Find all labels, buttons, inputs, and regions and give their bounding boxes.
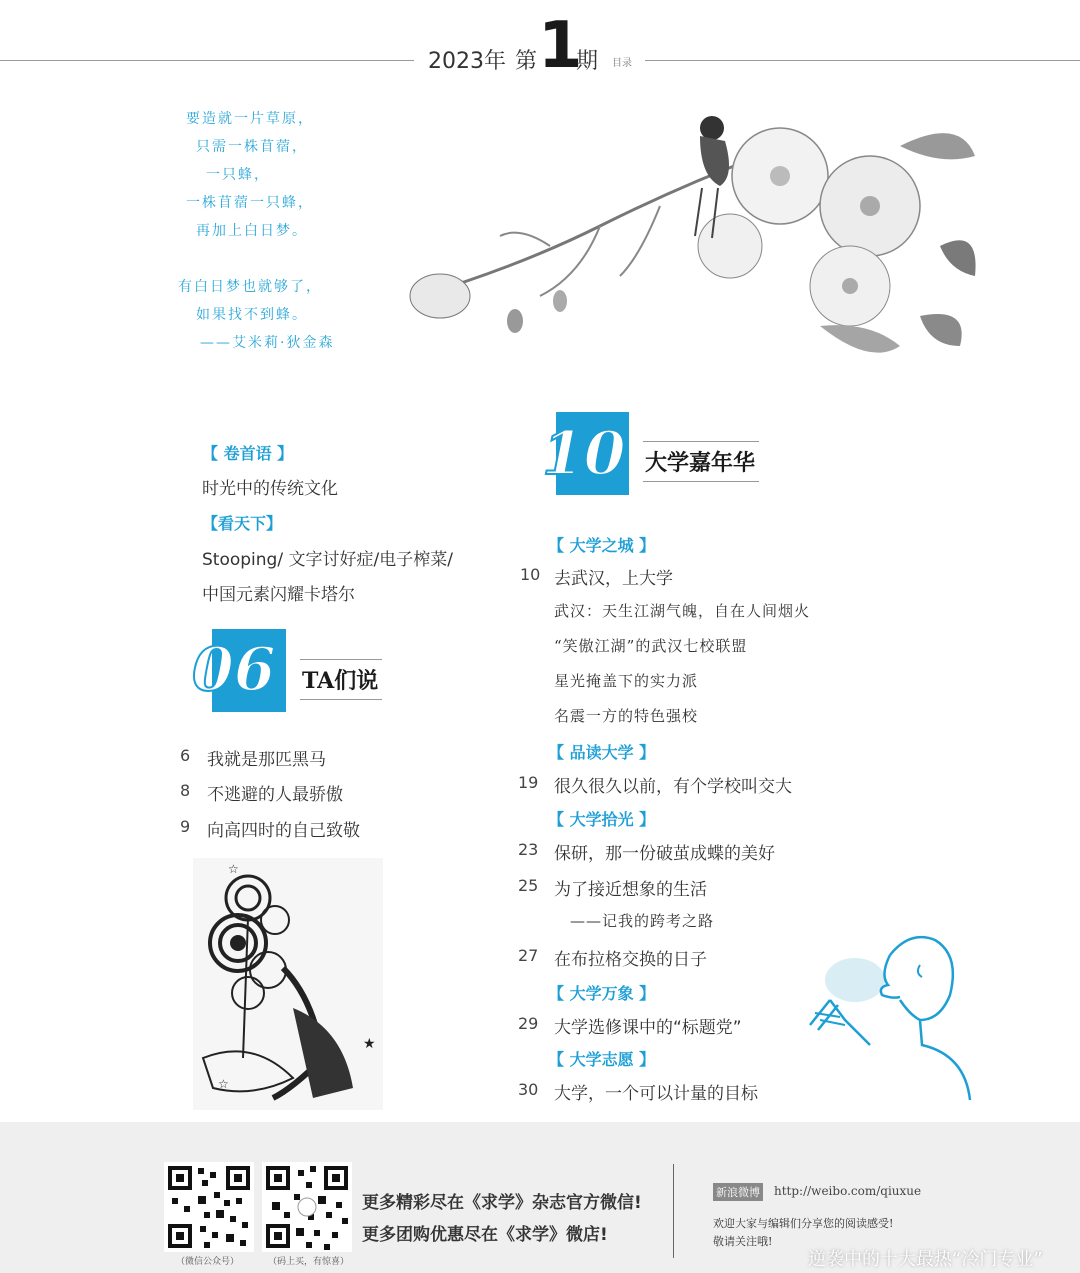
poem-line: 一株苜蓿一只蜂， — [186, 195, 314, 211]
toc-item[interactable]: 很久很久以前，有个学校叫交大 — [554, 777, 792, 797]
toc-item[interactable]: 时光中的传统文化 — [202, 479, 338, 499]
category-kantianxia: 【看天下】 — [202, 514, 283, 533]
category-wanxiang: 【 大学万象 】 — [548, 984, 656, 1003]
footer-message-wechat: 更多精彩尽在《求学》杂志官方微信! — [362, 1193, 642, 1213]
toc-item[interactable]: 我就是那匹黑马 — [207, 750, 326, 770]
toc-subitem[interactable]: 武汉：天生江湖气魄，自在人间烟火 — [554, 602, 811, 620]
footer-divider — [673, 1164, 674, 1258]
page-number: 25 — [518, 876, 539, 895]
toc-item[interactable]: 中国元素闪耀卡塔尔 — [202, 585, 355, 605]
section-number-10: 10 — [542, 419, 626, 489]
weibo-logo: 新浪微博 — [713, 1183, 763, 1201]
toc-item[interactable]: 大学选修课中的“标题党” — [554, 1018, 742, 1038]
toc-item[interactable]: 去武汉，上大学 — [554, 569, 673, 589]
svg-text:☆: ☆ — [228, 862, 239, 876]
toc-item[interactable]: 大学，一个可以计量的目标 — [554, 1084, 758, 1104]
footer-note: 敬请关注哦! — [713, 1235, 773, 1248]
section-title-carnival: 大学嘉年华 — [643, 441, 759, 482]
footer-message-shop: 更多团购优惠尽在《求学》微店! — [362, 1225, 608, 1245]
category-read: 【 品读大学 】 — [548, 743, 656, 762]
page-number: 19 — [518, 773, 539, 792]
watermark-caption: 逆袭中的十大最热“冷门专业” — [808, 1249, 1043, 1270]
poem-line: 只需一株苜蓿， — [196, 139, 308, 155]
page-number: 9 — [180, 817, 191, 836]
poem-line: 如果找不到蜂。 — [196, 307, 308, 323]
header-rule-left — [0, 60, 414, 61]
page-number: 8 — [180, 781, 191, 800]
poem-line: 一只蜂， — [206, 167, 270, 183]
flower-branch-illustration — [400, 96, 980, 386]
page-number: 23 — [518, 840, 539, 859]
qr-code-wechat[interactable] — [164, 1162, 254, 1252]
toc-subitem[interactable]: “笑傲江湖”的武汉七校联盟 — [554, 637, 748, 655]
page-number: 27 — [518, 946, 539, 965]
section-title-ta: TA们说 — [300, 659, 382, 700]
issue-year: 2023年 — [428, 49, 506, 74]
category-juanshouyu: 【 卷首语 】 — [202, 444, 294, 463]
toc-item[interactable]: Stooping/ 文字讨好症/电子榨菜/ — [202, 550, 453, 570]
category-zhiyuan: 【 大学志愿 】 — [548, 1050, 656, 1069]
page-number: 30 — [518, 1080, 539, 1099]
toc-item[interactable]: 向高四时的自己致敬 — [207, 821, 360, 841]
qr-caption-wechat: （微信公众号） — [176, 1257, 240, 1267]
page-number: 10 — [520, 565, 541, 584]
poem-author: ——艾米莉·狄金森 — [200, 335, 335, 351]
poem-line: 再加上白日梦。 — [196, 223, 308, 239]
issue-qi: 期 — [576, 49, 599, 74]
toc-subitem[interactable]: 星光掩盖下的实力派 — [554, 672, 699, 690]
toc-item[interactable]: 保研，那一份破茧成蝶的美好 — [554, 844, 775, 864]
category-city: 【 大学之城 】 — [548, 536, 656, 555]
svg-text:★: ★ — [363, 1036, 376, 1052]
svg-text:☆: ☆ — [218, 1077, 229, 1091]
page-number: 6 — [180, 746, 191, 765]
toc-item[interactable]: 不逃避的人最骄傲 — [207, 785, 343, 805]
category-pick: 【 大学拾光 】 — [548, 810, 656, 829]
issue-number: 1 — [538, 9, 583, 83]
header-rule-right — [645, 60, 1080, 61]
contents-label: 目录 — [612, 58, 632, 69]
qr-code-shop[interactable] — [262, 1162, 352, 1252]
toc-item[interactable]: 为了接近想象的生活 — [554, 880, 707, 900]
footer-note: 欢迎大家与编辑们分享您的阅读感受! — [713, 1217, 894, 1230]
weibo-link[interactable]: http://weibo.com/qiuxue — [774, 1184, 922, 1198]
girl-spiral-illustration — [193, 858, 383, 1110]
section-number-06: 06 — [192, 635, 276, 705]
qr-caption-shop: （码上买，有惊喜） — [268, 1257, 350, 1267]
issue-di: 第 — [515, 49, 538, 74]
toc-item[interactable]: 在布拉格交换的日子 — [554, 950, 707, 970]
toc-subitem[interactable]: 名震一方的特色强校 — [554, 707, 699, 725]
man-line-illustration — [800, 925, 980, 1105]
toc-subitem[interactable]: ——记我的跨考之路 — [570, 912, 715, 930]
poem-line: 有白日梦也就够了， — [178, 279, 322, 295]
poem-line: 要造就一片草原， — [186, 111, 314, 127]
page-number: 29 — [518, 1014, 539, 1033]
